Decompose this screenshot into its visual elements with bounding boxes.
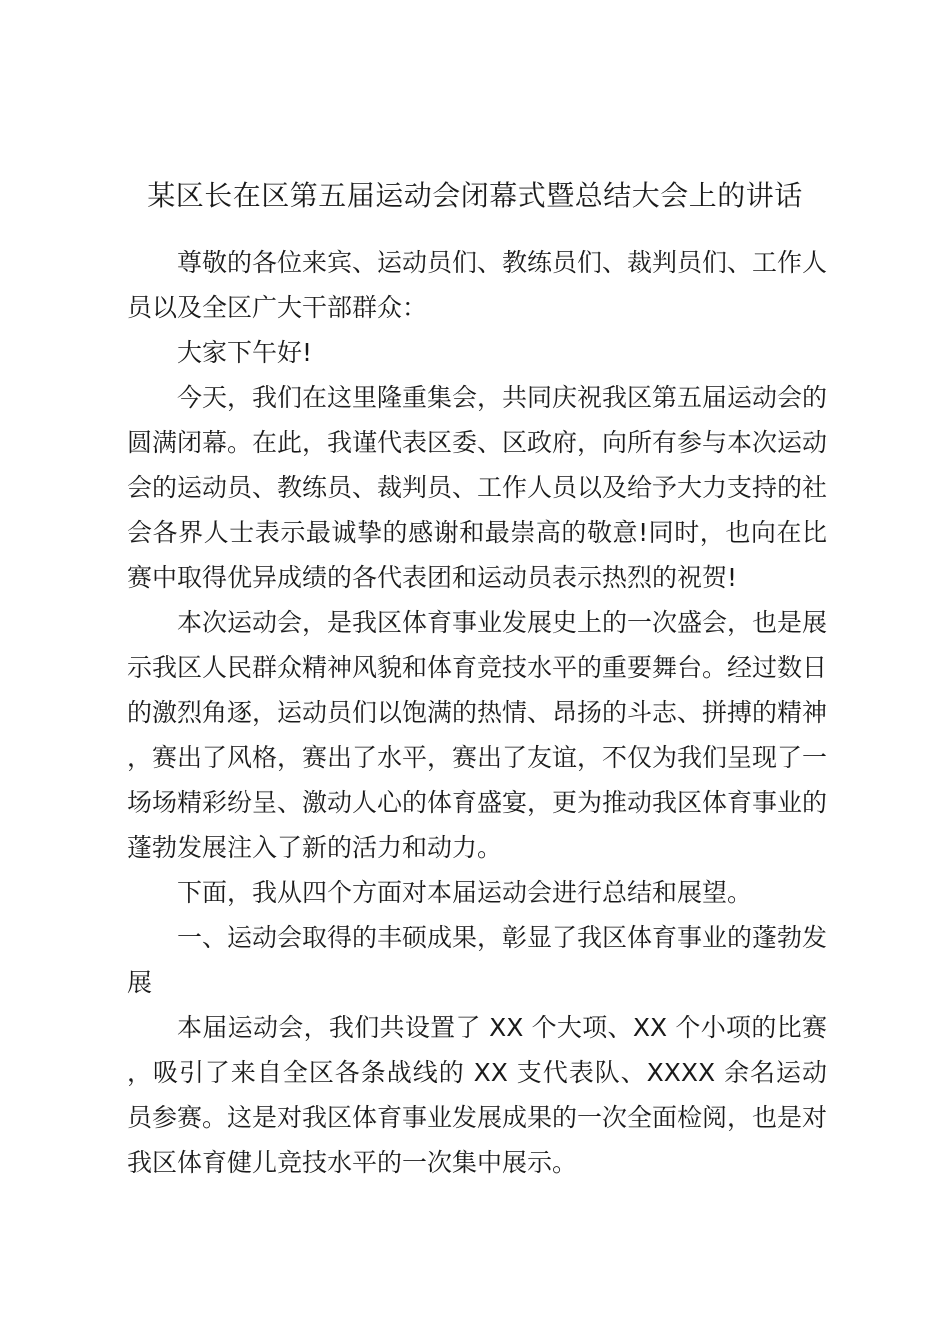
opening-paragraph: 今天，我们在这里隆重集会，共同庆祝我区第五届运动会的圆满闭幕。在此，我谨代表区委、区政府，向所有参与本次运动会的运动员、教练员、裁判员、工作人员以及给予大力支持的社会各界人士表示最诚挚的感谢和最崇高的敬意!同时，也向在比赛中取得优异成绩的各代表团和运动员表示热烈的祝贺!	[127, 383, 828, 592]
document-title: 某区长在区第五届运动会闭幕式暨总结大会上的讲话	[147, 179, 803, 212]
greeting-paragraph: 大家下午好!	[177, 338, 313, 367]
document-body	[127, 240, 827, 1185]
results-paragraph: 本届运动会，我们共设置了 XX 个大项、XX 个小项的比赛，吸引了来自全区各条战线的 XX 支代表队、XXXX 余名运动员参赛。这是对我区体育事业发展成果的一次全面检阅，也是对我区体育健儿竞技水平的一次集中展示。	[127, 1013, 828, 1177]
significance-paragraph: 本次运动会，是我区体育事业发展史上的一次盛会，也是展示我区人民群众精神风貌和体育竞技水平的重要舞台。经过数日的激烈角逐，运动员们以饱满的热情、昂扬的斗志、拼搏的精神，赛出了风格，赛出了水平，赛出了友谊，不仅为我们呈现了一场场精彩纷呈、激动人心的体育盛宴，更为推动我区体育事业的蓬勃发展注入了新的活力和动力。	[127, 608, 828, 862]
section-heading-1: 一、运动会取得的丰硕成果，彰显了我区体育事业的蓬勃发展	[127, 923, 828, 997]
salutation-paragraph: 尊敬的各位来宾、运动员们、教练员们、裁判员们、工作人员以及全区广大干部群众：	[127, 248, 828, 322]
outline-paragraph: 下面，我从四个方面对本届运动会进行总结和展望。	[177, 878, 753, 907]
